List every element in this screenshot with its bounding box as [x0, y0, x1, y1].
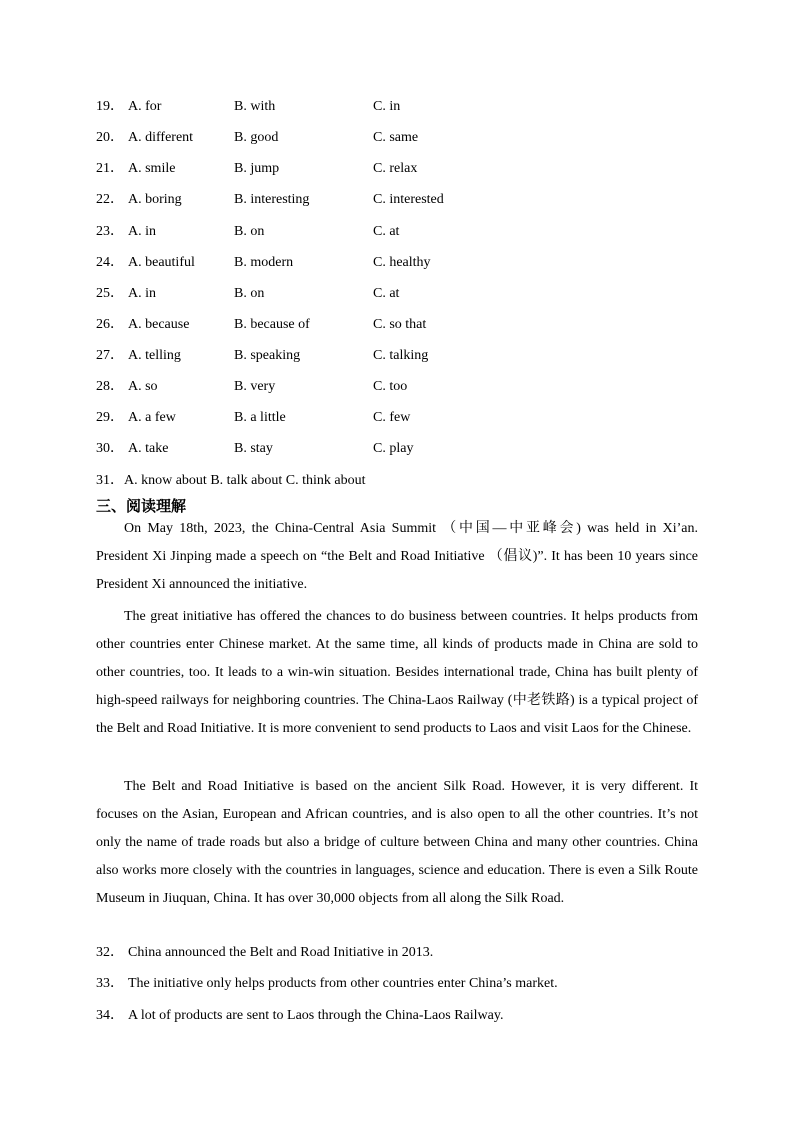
statement-text: A lot of products are sent to Laos through the China-Laos Railway. [128, 1008, 504, 1023]
option-b: B. jump [234, 161, 280, 176]
statement-row [96, 974, 558, 994]
option-a: A. for [128, 99, 162, 114]
option-c: C. at [373, 286, 400, 301]
question-number: 26． [96, 317, 124, 332]
option-b: B. a little [234, 410, 286, 425]
statement-number: 34． [96, 1008, 124, 1023]
option-b: B. interesting [234, 192, 310, 207]
statement-row [96, 1006, 503, 1026]
paragraph-text: On May 18th, 2023, the China-Central Asia Summit （中国—中亚峰会) was held in Xi’an. President Xi Jinping made a speech on “the Belt and Road Initiative （倡议)”. It has been 10 years since President Xi announced the initiative. [96, 521, 698, 592]
statement-number: 32． [96, 945, 124, 960]
option-c: C. too [373, 379, 408, 394]
option-b: B. with [234, 99, 276, 114]
option-c: C. play [373, 441, 414, 456]
paragraph-text: The Belt and Road Initiative is based on the ancient Silk Road. However, it is very different. It focuses on the Asian, European and African countries, and is also open to all the other countries. It’s not only the name of trade roads but also a bridge of culture between China and many other countries. China also works more closely with the countries in languages, science and education. There is even a Silk Route Museum in Jiuquan, China. It has over 30,000 objects from all along the Silk Road. [96, 779, 698, 906]
option-b: B. stay [234, 441, 273, 456]
option-b: B. very [234, 379, 276, 394]
option-a: A. so [128, 379, 158, 394]
option-b: B. good [234, 130, 279, 145]
question-number: 22． [96, 192, 124, 207]
question-number: 25． [96, 286, 124, 301]
option-a: A. in [128, 224, 156, 239]
option-c: C. relax [373, 161, 418, 176]
option-c: C. talking [373, 348, 429, 363]
option-a: A. smile [128, 161, 176, 176]
question-number: 21． [96, 161, 124, 176]
option-c: C. in [373, 99, 401, 114]
option-b: B. on [234, 286, 265, 301]
question-number: 28． [96, 379, 124, 394]
question-number: 19． [96, 99, 124, 114]
question-number: 20． [96, 130, 124, 145]
option-b: B. on [234, 224, 265, 239]
option-c: C. so that [373, 317, 427, 332]
option-c: C. healthy [373, 255, 431, 270]
statement-text: The initiative only helps products from other countries enter China’s market. [128, 976, 558, 991]
option-a: A. in [128, 286, 156, 301]
statement-row [96, 943, 433, 963]
option-c: C. at [373, 224, 400, 239]
passage-paragraph-1 [96, 515, 698, 599]
passage-paragraph-2 [96, 603, 698, 743]
option-a: A. a few [128, 410, 176, 425]
statement-text: China announced the Belt and Road Initiative in 2013. [128, 945, 434, 960]
option-b: B. modern [234, 255, 294, 270]
option-c: C. few [373, 410, 411, 425]
option-b: B. because of [234, 317, 310, 332]
option-a: A. because [128, 317, 190, 332]
option-b: B. speaking [234, 348, 301, 363]
option-a: A. beautiful [128, 255, 195, 270]
paragraph-text: The great initiative has offered the chances to do business between countries. It helps products from other countries enter Chinese market. At the same time, all kinds of products made in China are sold to other countries, too. It leads to a win-win situation. Besides international trade, China has built plenty of high-speed railways for neighboring countries. The China-Laos Railway (中老铁路) is a typical project of the Belt and Road Initiative. It is more convenient to send products to Laos and visit Laos for the Chinese. [96, 609, 698, 736]
statement-number: 33． [96, 976, 124, 991]
option-a: A. different [128, 130, 194, 145]
question-number: 27． [96, 348, 124, 363]
section-title: 三、阅读理解 [96, 497, 187, 515]
passage-paragraph-3 [96, 773, 698, 913]
option-a: A. telling [128, 348, 181, 363]
option-c: C. interested [373, 192, 444, 207]
option-a: A. take [128, 441, 169, 456]
option-c: C. same [373, 130, 419, 145]
question-number: 24． [96, 255, 124, 270]
question-number: 23． [96, 224, 124, 239]
question-31: 31．A. know about B. talk about C. think about [96, 473, 366, 488]
option-a: A. boring [128, 192, 182, 207]
question-number: 29． [96, 410, 124, 425]
question-number: 30． [96, 441, 124, 456]
